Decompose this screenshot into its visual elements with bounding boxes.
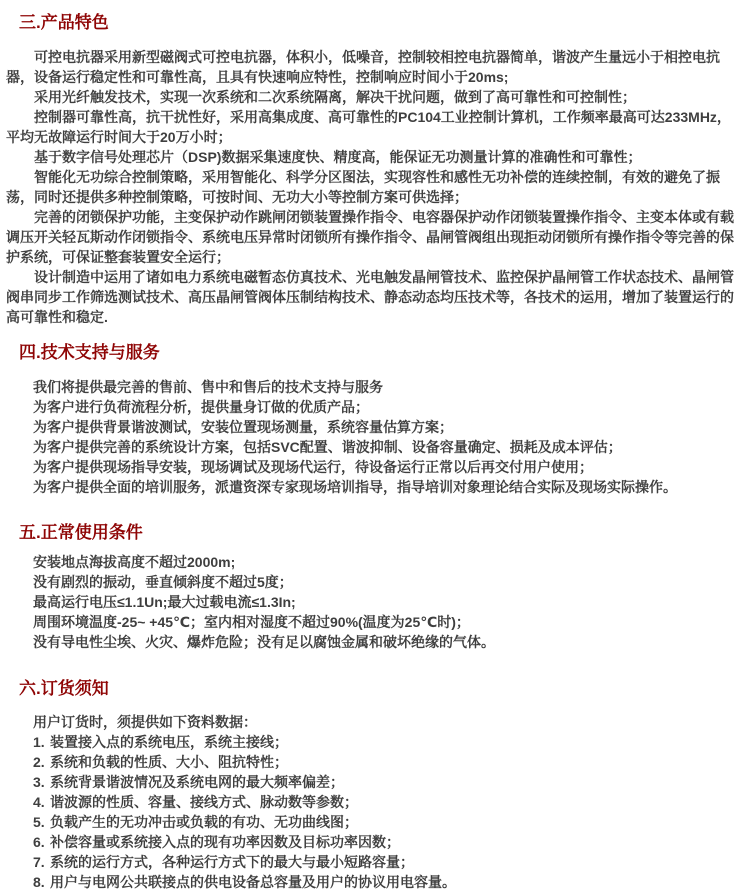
list-item-text: 用户与电网公共联接点的供电设备总容量及用户的协议用电容量。 bbox=[50, 874, 456, 890]
list-item-number: 4. bbox=[33, 794, 45, 810]
list-item bbox=[6, 732, 742, 752]
support-line: 为客户提供完善的系统设计方案，包括SVC配置、谐波抑制、设备容量确定、损耗及成本评估； bbox=[33, 439, 622, 455]
list-item bbox=[6, 852, 742, 872]
list-item-number: 8. bbox=[33, 874, 45, 890]
support-line: 我们将提供最完善的售前、售中和售后的技术支持与服务 bbox=[33, 379, 383, 395]
list-item-number: 7. bbox=[33, 854, 45, 870]
section-heading-product-features: 三.产品特色 bbox=[19, 13, 109, 32]
paragraph-fiber-trigger: 采用光纤触发技术，实现一次系统和二次系统隔离，解决干扰问题，做到了高可靠性和可控制性； bbox=[34, 89, 636, 105]
list-item bbox=[6, 792, 742, 812]
support-line: 为客户提供现场指导安装，现场调试及现场代运行，待设备运行正常以后再交付用户使用； bbox=[33, 459, 593, 475]
list-item-number: 5. bbox=[33, 814, 45, 830]
condition-line: 安装地点海拔高度不超过2000m; bbox=[33, 554, 236, 570]
paragraph-dsp: 基于数字信号处理芯片（DSP)数据采集速度快、精度高，能保证无功测量计算的准确性和可靠性； bbox=[34, 149, 642, 165]
list-item bbox=[6, 752, 742, 772]
condition-line: 没有剧烈的振动，垂直倾斜度不超过5度； bbox=[33, 574, 293, 590]
paragraph-controller-reliability: 控制器可靠性高，抗干扰性好，采用高集成度、高可靠性的PC104工业控制计算机，工作频率最高可达233MHz，平均无故障运行时间大于20万小时； bbox=[6, 109, 731, 145]
support-line: 为客户提供背景谐波测试，安装位置现场测量，系统容量估算方案； bbox=[33, 419, 453, 435]
list-item bbox=[6, 772, 742, 792]
support-line: 为客户提供全面的培训服务，派遣资深专家现场培训指导，指导培训对象理论结合实际及现场实际操作。 bbox=[33, 479, 677, 495]
condition-line: 周围环境温度-25~ +45℃；室内相对湿度不超过90%(温度为25℃时)； bbox=[33, 614, 470, 630]
list-item-text: 系统和负载的性质、大小、阻抗特性； bbox=[50, 754, 288, 770]
paragraph-lock-protection: 完善的闭锁保护功能，主变保护动作跳闸闭锁装置操作指令、电容器保护动作闭锁装置操作指令、主变本体或有载调压开关轻瓦斯动作闭锁指令、系统电压异常时闭锁所有操作指令、晶闸管阀组出现拒动闭锁所有操作指令等完善的保护系统，可保证整套装置安全运行； bbox=[6, 209, 734, 265]
condition-line: 最高运行电压≤1.1Un;最大过载电流≤1.3In; bbox=[33, 594, 296, 610]
list-item-number: 6. bbox=[33, 834, 45, 850]
list-item-text: 补偿容量或系统接入点的现有功率因数及目标功率因数； bbox=[50, 834, 400, 850]
paragraph-smart-control: 智能化无功综合控制策略，采用智能化、科学分区图法，实现容性和感性无功补偿的连续控制，有效的避免了振荡，同时还提供多种控制策略，可按时间、无功大小等控制方案可供选择； bbox=[6, 169, 720, 205]
paragraph-reactor-features: 可控电抗器采用新型磁阀式可控电抗器，体积小，低噪音，控制较相控电抗器简单，谐波产生量远小于相控电抗器，设备运行稳定性和可靠性高，且具有快速响应特性，控制响应时间小于20ms; bbox=[6, 49, 720, 85]
section-heading-operating-conditions: 五.正常使用条件 bbox=[19, 523, 143, 542]
ordering-intro: 用户订货时，须提供如下资料数据： bbox=[33, 714, 257, 730]
section-heading-ordering-notes: 六.订货须知 bbox=[19, 679, 109, 698]
section-heading-tech-support: 四.技术支持与服务 bbox=[19, 343, 160, 362]
list-item-number: 1. bbox=[33, 734, 45, 750]
support-line: 为客户进行负荷流程分析，提供量身订做的优质产品； bbox=[33, 399, 369, 415]
list-item-text: 谐波源的性质、容量、接线方式、脉动数等参数； bbox=[50, 794, 358, 810]
list-item-text: 装置接入点的系统电压，系统主接线； bbox=[50, 734, 288, 750]
paragraph-design-manufacture: 设计制造中运用了诸如电力系统电磁暂态仿真技术、光电触发晶闸管技术、监控保护晶闸管工作状态技术、晶闸管阀串同步工作筛选测试技术、高压晶闸管阀体压制结构技术、静态动态均压技术等，各技术的运用，增加了装置运行的高可靠性和稳定. bbox=[6, 269, 734, 325]
list-item-text: 负载产生的无功冲击或负载的有功、无功曲线图； bbox=[50, 814, 358, 830]
condition-line: 没有导电性尘埃、火灾、爆炸危险；没有足以腐蚀金属和破坏绝缘的气体。 bbox=[33, 634, 495, 650]
list-item-text: 系统背景谐波情况及系统电网的最大频率偏差； bbox=[50, 774, 344, 790]
list-item-text: 系统的运行方式，各种运行方式下的最大与最小短路容量； bbox=[50, 854, 414, 870]
list-item bbox=[6, 812, 742, 832]
list-item-number: 2. bbox=[33, 754, 45, 770]
list-item-number: 3. bbox=[33, 774, 45, 790]
list-item bbox=[6, 872, 742, 892]
ordering-list bbox=[6, 732, 742, 892]
list-item bbox=[6, 832, 742, 852]
